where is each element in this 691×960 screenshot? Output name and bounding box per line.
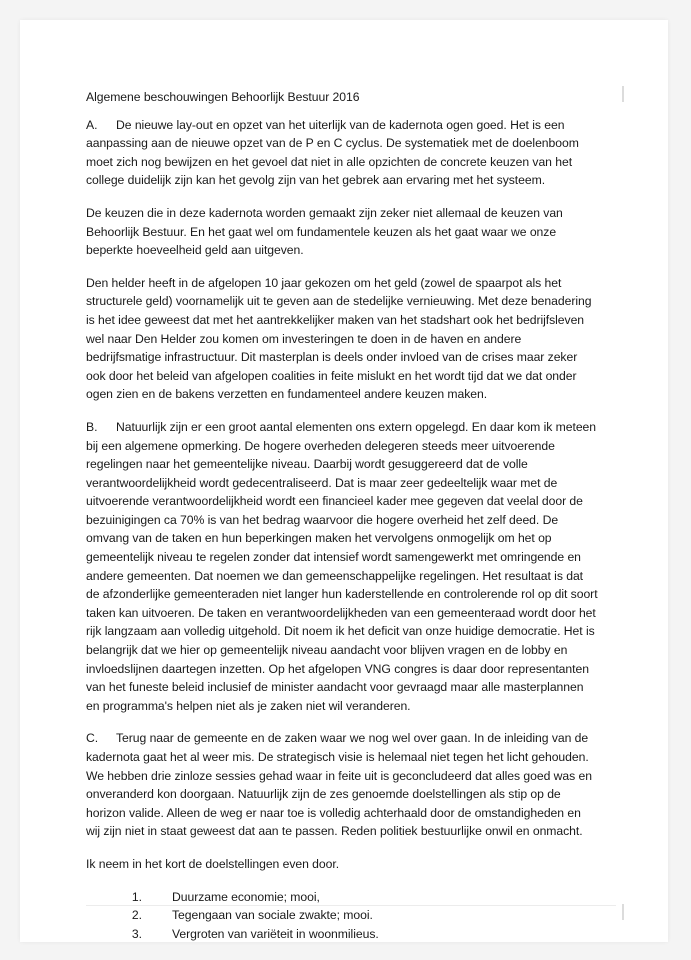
paragraph-b [86, 418, 598, 716]
section-label: A. [86, 117, 98, 132]
list-item [86, 888, 598, 907]
paragraph-a [86, 116, 598, 190]
paragraph-c [86, 729, 598, 841]
list-item [86, 906, 598, 925]
page-edge-mark [622, 86, 624, 102]
list-text: Tegengaan van sociale zwakte; mooi. [172, 908, 373, 923]
paragraph-text: Terug naar de gemeente en de zaken waar we nog wel over gaan. In de inleiding van de kadernota gaat het al weer mis. De strategisch visie is helemaal niet tegen het licht gehouden. We hebben drie zinloze sessies gehad waar in feite uit is geconcludeerd dat alles goed was en onveranderd kon doorgaan. Natuurlijk zijn de zes genoemde doelstellingen als stip op de horizon valide. Alleen de weg er naar toe is volledig achterhaald door de omstandigheden en wij zijn niet in staat geweest dat aan te passen. Reden politiek bestuurlijke onwil en onmacht. [86, 731, 592, 839]
list-number: 3. [131, 926, 142, 941]
list-item [86, 925, 598, 944]
paragraph: De keuzen die in deze kadernota worden gemaakt zijn zeker niet allemaal de keuzen van Behoorlijk Bestuur. En het gaat wel om fundamentele keuzen als het gaat waar we onze beperkte hoeveelheid geld aan uitgeven. [86, 205, 563, 258]
document-body [86, 88, 598, 943]
page-edge-mark [622, 904, 624, 920]
paragraph-text: De nieuwe lay-out en opzet van het uiterlijk van de kadernota ogen goed. Het is een aanpassing aan de nieuwe opzet van de P en C cyclus. De systematiek met de doelenboom moet zich nog bewijzen en het gevoel dat niet in alle opzichten de concrete keuzen van het college duidelijk zijn kan het gevolg zijn van het gebrek aan ervaring met het systeem. [86, 117, 579, 188]
section-label: B. [86, 419, 98, 434]
list-text: Duurzame economie; mooi, [172, 889, 320, 904]
list-text: Vergroten van variëteit in woonmilieus. [172, 926, 379, 941]
list-number: 1. [131, 889, 142, 904]
goals-list [86, 888, 598, 944]
section-label: C. [86, 731, 99, 746]
document-title: Algemene beschouwingen Behoorlijk Bestuur 2016 [86, 90, 360, 104]
paragraph: Ik neem in het kort de doelstellingen even door. [86, 856, 340, 871]
paragraph-text: Natuurlijk zijn er een groot aantal elementen ons extern opgelegd. En daar kom ik meteen bij een algemene opmerking. De hogere overheden delegeren steeds meer uitvoerende regelingen naar het gemeentelijke niveau. Daarbij wordt gesuggereerd dat de volle verantwoordelijkheid wordt gedecentraliseerd. Dat is maar zeer gedeeltelijk waar met de uitvoerende verantwoordelijkheid wordt een financieel kader mee gegeven dat veelal door de bezuinigingen ca 70% is van het bedrag waarvoor die hogere overheid het zelf deed. De omvang van de taken en hun beperkingen maken het vervolgens onmogelijk om het op gemeentelijk niveau te regelen zonder dat intensief wordt samengewerkt met omringende en andere gemeenten. Dat noemen we dan gemeenschappelijke regelingen. Het resultaat is dat de afzonderlijke gemeenteraden niet langer hun kaderstellende en controlerende rol op dit soort taken kan uitvoeren. De taken en verantwoordelijkheden van een gemeenteraad wordt door het rijk langzaam aan volledig uitgehold. Dit noem ik het deficit van onze huidige democratie. Het is belangrijk dat we hier op gemeentelijk niveau aandacht voor blijven vragen en de lobby en invloedslijnen daartegen inzetten. Op het afgelopen VNG congres is daar door representanten van het funeste beleid inclusief de minister aandacht voor gevraagd maar alle masterplannen en programma's helpen niet als je zaken niet wil veranderen. [86, 419, 598, 713]
paragraph: Den helder heeft in de afgelopen 10 jaar gekozen om het geld (zowel de spaarpot als het structurele geld) voornamelijk uit te geven aan de stedelijke vernieuwing. Met deze benadering is het idee geweest dat met het aantrekkelijker maken van het stadshart ook het bedrijfsleven wel naar Den Helder zou komen om investeringen te doen in de haven en andere bedrijfsmatige infrastructuur. Dit masterplan is deels onder invloed van de crises maar zeker ook door het beleid van afgelopen coalities in feite mislukt en het wordt tijd dat we dat onder ogen zien en de bakens verzetten en fundamenteel andere keuzen maken. [86, 275, 592, 402]
list-number: 2. [131, 908, 142, 923]
